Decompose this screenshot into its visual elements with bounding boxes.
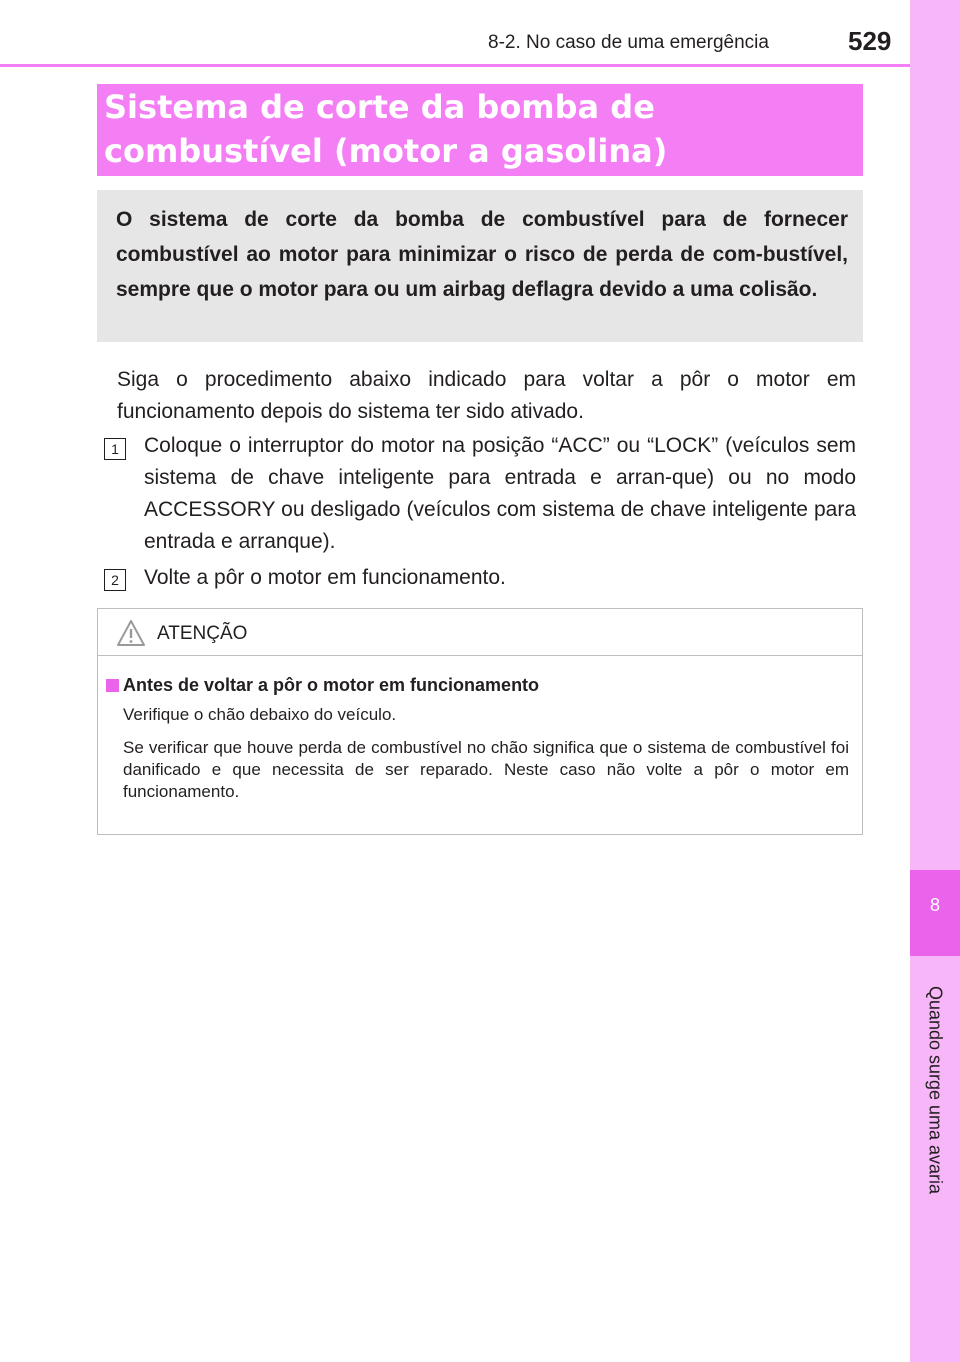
warning-triangle-icon — [116, 619, 146, 647]
step-text: Coloque o interruptor do motor na posição “ACC” ou “LOCK” (veículos sem sistema de chave inteligente para entrada e arran-que) ou no modo ACCESSORY ou desligado (veículos com sistema de chave inteligente para entrada e arranque). — [144, 434, 856, 553]
warning-heading: Antes de voltar a pôr o motor em funcionamento — [123, 675, 540, 695]
bullet-square-icon — [106, 679, 119, 692]
header-rule — [0, 64, 960, 67]
warning-divider — [98, 655, 862, 656]
section-label: 8-2. No caso de uma emergência — [488, 32, 769, 53]
page-number: 529 — [848, 26, 892, 56]
step-text: Volte a pôr o motor em funcionamento. — [144, 566, 506, 589]
step-number-badge: 1 — [104, 438, 126, 460]
summary-text: O sistema de corte da bomba de combustível para de fornecer combustível ao motor para minimizar o risco de perda de com-bustível, sempre que o motor para ou um airbag deflagra devido a uma colisão. — [116, 208, 848, 301]
chapter-number: 8 — [929, 895, 940, 915]
chapter-title: Quando surge uma avaria — [925, 985, 946, 1195]
intro-text: Siga o procedimento abaixo indicado para voltar a pôr o motor em funcionamento depois do sistema ter sido ativado. — [117, 368, 856, 423]
warning-title: ATENÇÃO — [157, 623, 248, 644]
warning-paragraph: Se verificar que houve perda de combustível no chão significa que o sistema de combustível foi danificado e que necessita de ser reparado. Neste caso não volte a pôr o motor em funcionamento. — [123, 738, 849, 801]
warning-line: Verifique o chão debaixo do veículo. — [123, 705, 397, 724]
warning-box — [97, 608, 863, 835]
page-title: Sistema de corte da bomba de combustível (motor a gasolina) — [104, 88, 668, 170]
step-number-badge: 2 — [104, 569, 126, 591]
